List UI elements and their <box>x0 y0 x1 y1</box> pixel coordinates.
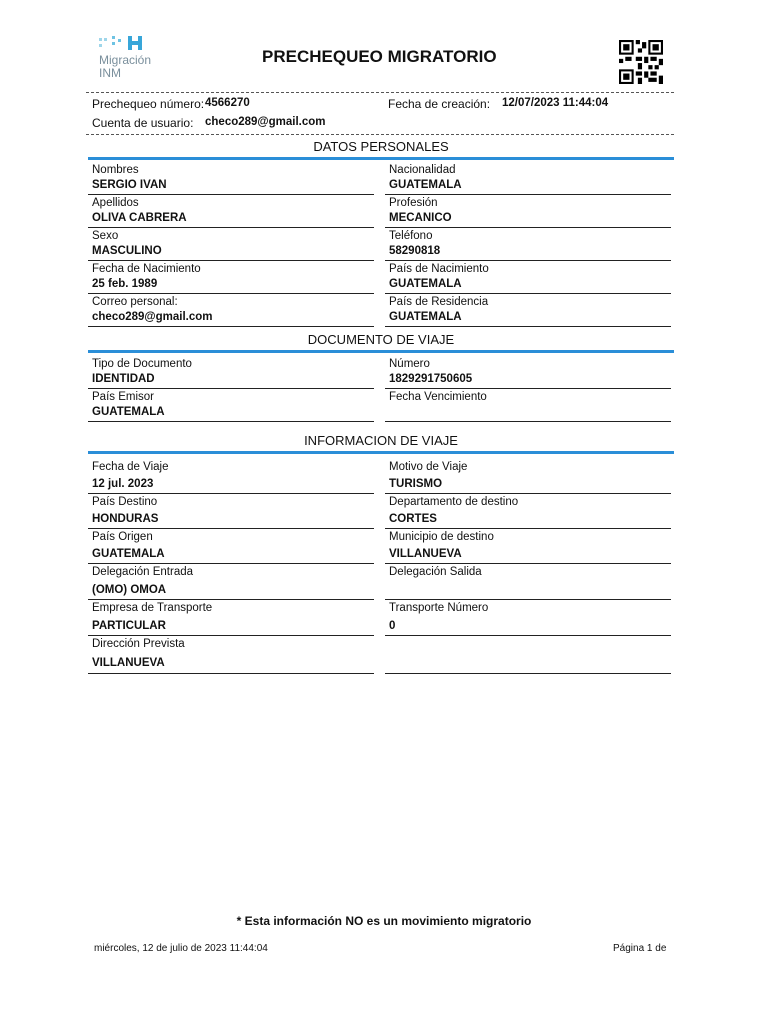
field-delegacion-salida <box>385 564 671 600</box>
field-departamento-destino <box>385 494 671 529</box>
field-label: País de Nacimiento <box>389 263 489 275</box>
migracion-logo <box>97 34 167 86</box>
field-pais-residencia <box>385 294 671 327</box>
field-value: OLIVA CABRERA <box>92 212 187 224</box>
field-value: 12 jul. 2023 <box>92 478 154 490</box>
field-pais-nacimiento <box>385 261 671 294</box>
field-value: 1829291750605 <box>389 373 473 385</box>
field-label: Apellidos <box>92 197 139 209</box>
field-label: Dirección Prevista <box>92 638 185 650</box>
footer-date: miércoles, 12 de julio de 2023 11:44:04 <box>94 943 268 954</box>
field-profesion <box>385 195 671 228</box>
field-label: País Origen <box>92 531 153 543</box>
field-value: VILLANUEVA <box>389 548 462 560</box>
field-apellidos <box>88 195 374 228</box>
field-label: Departamento de destino <box>389 496 519 508</box>
field-value: (OMO) OMOA <box>92 584 167 596</box>
field-label: Transporte Número <box>389 602 489 614</box>
cuenta-usuario-label: Cuenta de usuario: <box>92 116 194 130</box>
field-motivo-viaje <box>385 459 671 494</box>
prechequeo-numero-value: 4566270 <box>205 97 250 109</box>
logo-line2: INM <box>99 66 121 80</box>
footer-page: Página 1 de <box>613 943 667 954</box>
cuenta-usuario-value: checo289@gmail.com <box>205 116 326 128</box>
logo-line1: Migración <box>99 53 152 67</box>
field-label: Delegación Entrada <box>92 566 194 578</box>
field-tipo-documento <box>88 356 374 389</box>
field-value: GUATEMALA <box>92 548 165 560</box>
field-label: Delegación Salida <box>389 566 482 578</box>
field-value: 0 <box>389 620 396 632</box>
field-numero-documento <box>385 356 671 389</box>
field-value: VILLANUEVA <box>92 657 165 669</box>
field-value: 25 feb. 1989 <box>92 278 158 290</box>
section-documento-viaje: DOCUMENTO DE VIAJE <box>307 332 455 347</box>
field-label: Tipo de Documento <box>92 358 192 370</box>
field-value: PARTICULAR <box>92 620 166 632</box>
prechequeo-numero-label: Prechequeo número: <box>92 97 205 111</box>
field-empresa-transporte <box>88 600 374 636</box>
field-sexo <box>88 228 374 261</box>
field-label: Empresa de Transporte <box>92 602 213 614</box>
field-value: MASCULINO <box>92 245 162 257</box>
field-label: País Emisor <box>92 391 154 403</box>
field-label: Teléfono <box>389 230 433 242</box>
field-label: Fecha de Nacimiento <box>92 263 201 275</box>
logo-mark-icon <box>99 34 145 50</box>
field-label: País de Residencia <box>389 296 489 308</box>
field-label: Número <box>389 358 430 370</box>
section-bar-personales <box>88 157 674 160</box>
fecha-creacion-value: 12/07/2023 11:44:04 <box>502 97 609 109</box>
field-delegacion-entrada <box>88 564 374 600</box>
fecha-creacion-label: Fecha de creación: <box>388 97 491 111</box>
field-municipio-destino <box>385 529 671 564</box>
field-pais-destino <box>88 494 374 529</box>
section-bar-viaje <box>88 451 674 454</box>
field-value: GUATEMALA <box>389 311 462 323</box>
field-fecha-vencimiento <box>385 389 671 422</box>
field-value: CORTES <box>389 513 437 525</box>
field-transporte-numero <box>385 600 671 636</box>
field-label: Fecha de Viaje <box>92 461 169 473</box>
field-value: TURISMO <box>389 478 443 490</box>
field-fecha-nacimiento <box>88 261 374 294</box>
field-label: País Destino <box>92 496 158 508</box>
section-informacion-viaje: INFORMACION DE VIAJE <box>304 433 458 448</box>
field-pais-origen <box>88 529 374 564</box>
field-value: GUATEMALA <box>389 278 462 290</box>
field-label: Profesión <box>389 197 438 209</box>
field-value: GUATEMALA <box>389 179 462 191</box>
field-pais-emisor <box>88 389 374 422</box>
field-value: MECANICO <box>389 212 452 224</box>
field-telefono <box>385 228 671 261</box>
field-value: HONDURAS <box>92 513 159 525</box>
field-label: Motivo de Viaje <box>389 461 468 473</box>
field-fecha-viaje <box>88 459 374 494</box>
field-direccion-prevista <box>88 636 374 674</box>
field-label: Municipio de destino <box>389 531 494 543</box>
section-bar-documento <box>88 350 674 353</box>
section-datos-personales: DATOS PERSONALES <box>313 139 449 154</box>
field-value: SERGIO IVAN <box>92 179 167 191</box>
field-label: Fecha Vencimiento <box>389 391 487 403</box>
divider-top <box>86 92 674 93</box>
field-nombres <box>88 162 374 195</box>
field-nacionalidad <box>385 162 671 195</box>
field-correo-personal <box>88 294 374 327</box>
field-label: Correo personal: <box>92 296 178 308</box>
field-value: GUATEMALA <box>92 406 165 418</box>
field-empty <box>385 636 671 674</box>
qr-code-icon <box>619 40 663 84</box>
page-title: PRECHEQUEO MIGRATORIO <box>262 47 497 66</box>
field-value: 58290818 <box>389 245 441 257</box>
field-value: checo289@gmail.com <box>92 311 213 323</box>
field-label: Nacionalidad <box>389 164 456 176</box>
footer-note: * Esta información NO es un movimiento migratorio <box>236 914 532 928</box>
field-label: Sexo <box>92 230 119 242</box>
field-label: Nombres <box>92 164 139 176</box>
field-value: IDENTIDAD <box>92 373 155 385</box>
divider-meta <box>86 134 674 135</box>
